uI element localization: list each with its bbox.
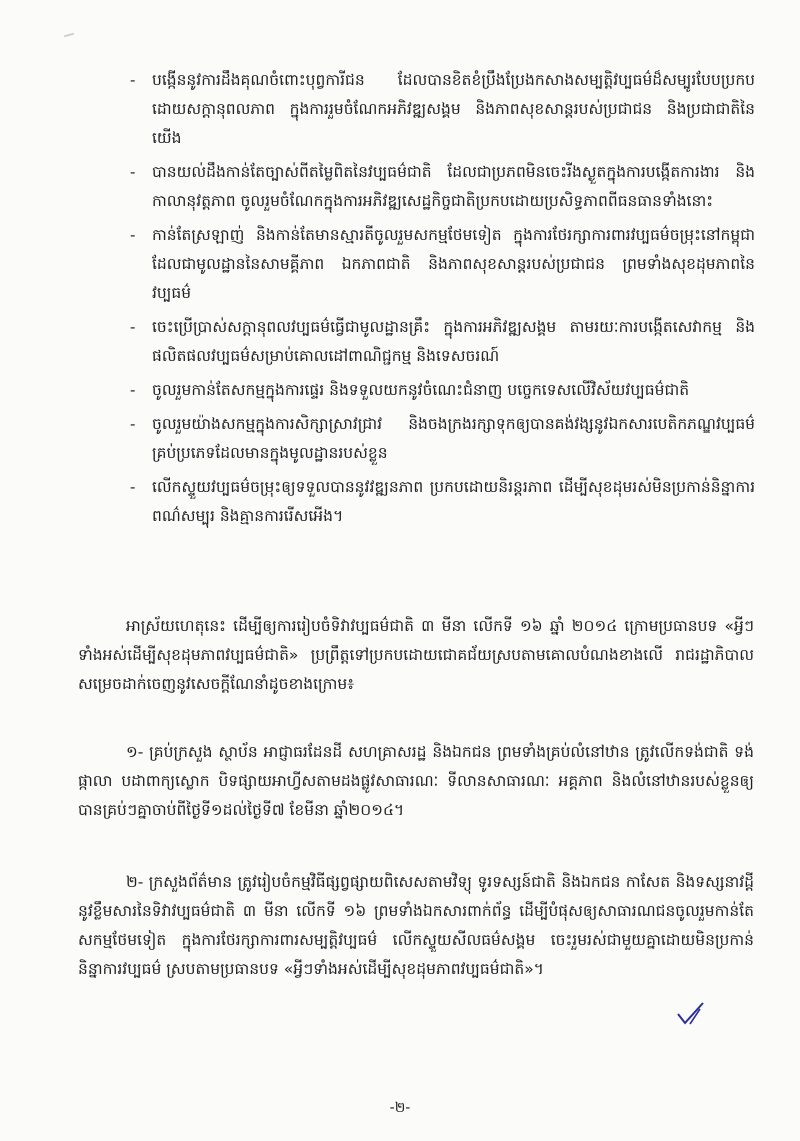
directive-1-paragraph: ១- គ្រប់ក្រសួង ស្ថាប័ន អាជ្ញាធរដែនដី សហគ្រាសរដ្ឋ និងឯកជន ព្រមទាំងគ្រប់លំនៅឋាន ត្រូវលើកទង់ជាតិ ទង់ផ្កាលា បដាពាក្យស្លោក បិទផ្សាយអាហ្វីសតាមដងផ្លូវសាធារណៈ ទីលានសាធារណៈ អគ្គភាព និងលំនៅឋានរបស់ខ្លួនឲ្យបានគ្រប់ៗគ្នាចាប់ពីថ្ងៃទី១ដល់ថ្ងៃទី៧ ខែមីនា ឆ្នាំ២០១៤។	[78, 743, 754, 819]
bullet-item	[130, 158, 755, 216]
bullet-text: ចូលរួមកាន់តែសកម្មក្នុងការផ្ទេរ និងទទួលយកនូវចំណេះជំនាញ បច្ចេកទេសលើវិស័យវប្បធម៌ជាតិ	[152, 381, 690, 399]
bullet-dash: -	[130, 415, 136, 433]
bullet-text: បានយល់ដឹងកាន់តែច្បាស់ពីតម្លៃពិតនៃវប្បធម៌ជាតិ ដែលជាប្រភពមិនចេះរីងស្ងួតក្នុងការបង្កើតការងារ និងកាលានុវត្តភាព ចូលរួមចំណែកក្នុងការអភិវឌ្ឍសេដ្ឋកិច្ចជាតិប្រកបដោយប្រសិទ្ធភាពពីធនធានទាំងនោះ	[152, 163, 755, 210]
initial-mark-icon	[676, 1000, 706, 1028]
bullet-item	[130, 66, 755, 153]
directive-2-paragraph: ២- ក្រសួងព័ត៌មាន ត្រូវរៀបចំកម្មវិធីផ្សព្វផ្សាយពិសេសតាមវិទ្យុ ទូរទស្សន៍ជាតិ និងឯកជន កាសែត និងទស្សនាវដ្តីនូវខ្លឹមសារនៃទិវាវប្បធម៌ជាតិ ៣ មីនា លើកទី ១៦ ព្រមទាំងឯកសារពាក់ព័ន្ធ ដើម្បីបំផុសឲ្យសាធារណជនចូលរួមកាន់តែសកម្មថែមទៀត ក្នុងការថែរក្សាការពារសម្បត្តិវប្បធម៌ លើកស្ទួយសីលធម៌សង្គម ចេះរួមរស់ជាមួយគ្នាដោយមិនប្រកាន់និន្នាការវប្បធម៌ ស្របតាមប្រធានបទ «អ្វីៗទាំងអស់ដើម្បីសុខដុមភាពវប្បធម៌ជាតិ»។	[78, 873, 754, 978]
bullet-dash: -	[130, 381, 136, 399]
bullet-dash: -	[130, 478, 136, 496]
bullet-item	[130, 376, 755, 405]
bullet-text: ចេះប្រើប្រាស់សក្តានុពលវប្បធម៌ធ្វើជាមូលដ្ឋានគ្រឹះ ក្នុងការអភិវឌ្ឍសង្គម តាមរយៈការបង្កើតសេវាកម្ម និងផលិតផលវប្បធម៌សម្រាប់គោលដៅពាណិជ្ជកម្ម និងទេសចរណ៍	[152, 318, 755, 365]
scan-mark	[64, 33, 74, 38]
page-number: -២-	[389, 1100, 411, 1116]
bullet-text: កាន់តែស្រឡាញ់ និងកាន់តែមានស្មារតីចូលរួមសកម្មថែមទៀត ក្នុងការថែរក្សាការពារវប្បធម៌ចម្រុះនៅកម្ពុជា ដែលជាមូលដ្ឋាននៃសាមគ្គីភាព ឯកភាពជាតិ និងភាពសុខសាន្តរបស់ប្រជាជន ព្រមទាំងសុខដុមភាពនៃវប្បធម៌	[152, 226, 755, 302]
bullet-text: បង្កើននូវការដឹងគុណចំពោះបុព្វការីជន ដែលបានខិតខំប្រឹងប្រែងកសាងសម្បត្តិវប្បធម៌ដ៏សម្បូរបែបប្រកបដោយសក្តានុពលភាព ក្នុងការរួមចំណែកអភិវឌ្ឍសង្គម និងភាពសុខសាន្តរបស់ប្រជាជន និងប្រជាជាតិនៃយើង	[152, 71, 755, 147]
bullet-list	[130, 66, 755, 536]
bullet-text: លើកស្ទួយវប្បធម៌ចម្រុះឲ្យទទួលបាននូវវឌ្ឍនភាព ប្រកបដោយនិរន្តរភាព ដើម្បីសុខដុមរស់មិនប្រកាន់និន្នាការ ពណ៌សម្បុរ និងគ្មានការរើសអើង។	[152, 478, 755, 525]
bullet-item	[130, 313, 755, 371]
bullet-dash: -	[130, 318, 136, 336]
bullet-item	[130, 221, 755, 308]
bullet-dash: -	[130, 163, 136, 181]
bullet-text: ចូលរួមយ៉ាងសកម្មក្នុងការសិក្សាស្រាវជ្រាវ និងចងក្រងរក្សាទុកឲ្យបានគង់វង្សនូវឯកសារបេតិកភណ្ឌវប្បធម៌គ្រប់ប្រភេទដែលមានក្នុងមូលដ្ឋានរបស់ខ្លួន	[152, 415, 755, 462]
bullet-dash: -	[130, 71, 136, 89]
bullet-dash: -	[130, 226, 136, 244]
bullet-item	[130, 410, 755, 468]
intro-paragraph: អាស្រ័យហេតុនេះ ដើម្បីឲ្យការរៀបចំទិវាវប្បធម៌ជាតិ ៣ មីនា លើកទី ១៦ ឆ្នាំ ២០១៤ ក្រោមប្រធានបទ «អ្វីៗទាំងអស់ដើម្បីសុខដុមភាពវប្បធម៌ជាតិ» ប្រព្រឹត្តទៅប្រកបដោយជោគជ័យស្របតាមគោលបំណងខាងលើ រាជរដ្ឋាភិបាលសម្រេចដាក់ចេញនូវសេចក្តីណែនាំដូចខាងក្រោម៖	[78, 617, 754, 693]
bullet-item	[130, 473, 755, 531]
